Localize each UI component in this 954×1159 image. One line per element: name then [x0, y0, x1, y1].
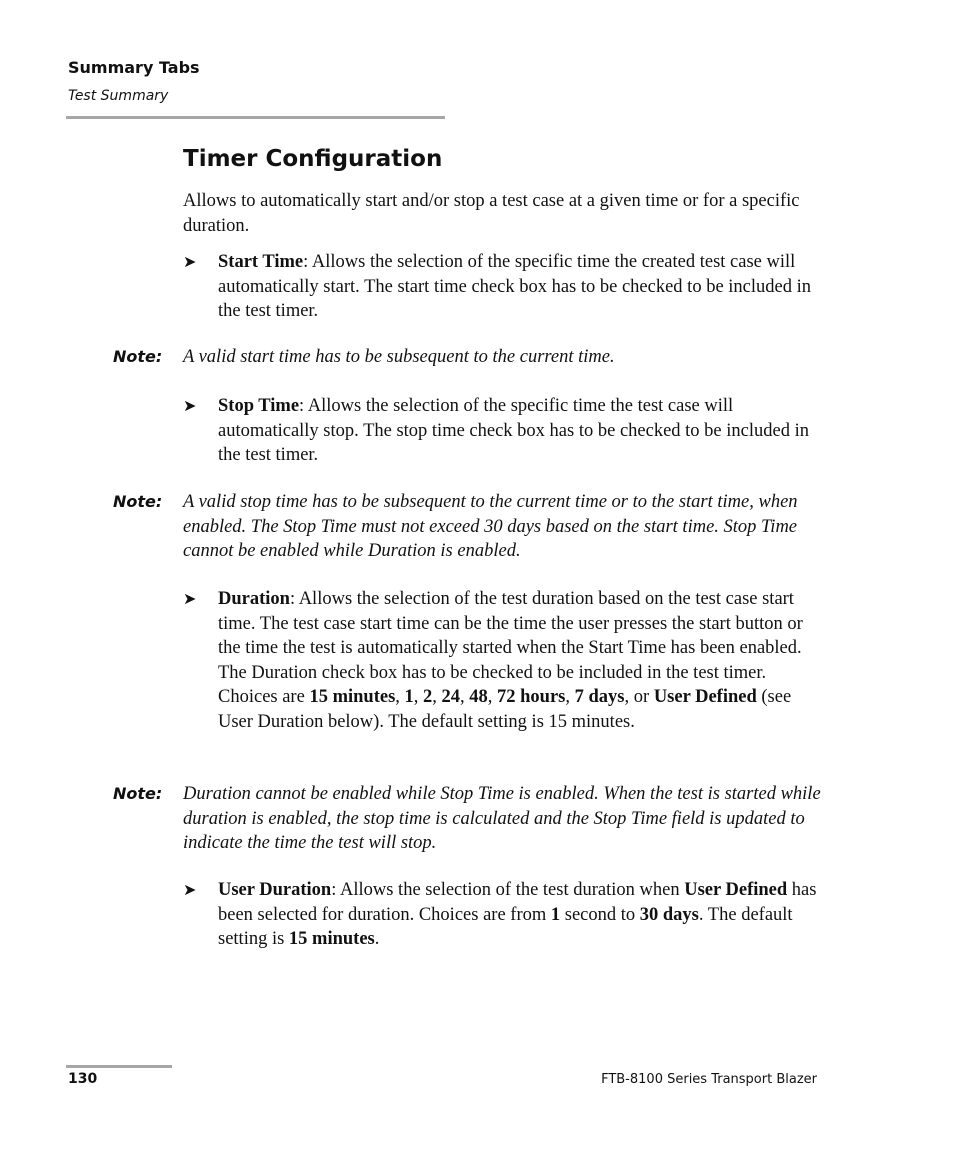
note-label: Note:	[113, 784, 163, 803]
choice: 48	[469, 687, 488, 707]
bullet-stop-time	[183, 394, 833, 468]
separator: ,	[460, 687, 470, 707]
desc-user-duration: . The default setting is	[218, 904, 793, 949]
separator: ,	[487, 687, 498, 707]
running-header-subtitle: Test Summary	[68, 88, 169, 104]
footer-rule	[66, 1065, 172, 1068]
choice: 24	[441, 687, 461, 707]
note-text: Duration cannot be enabled while Stop Time is enabled. When the test is started while duration is enabled, the stop time is calculated and the Stop Time field is updated to indicate the time the test will stop.	[183, 784, 821, 853]
choice: 7 days	[574, 687, 625, 707]
note-label: Note:	[113, 492, 163, 511]
separator: ,	[413, 687, 424, 707]
term-stop-time: Stop Time	[218, 396, 300, 416]
header-rule	[66, 116, 445, 119]
intro-paragraph: Allows to automatically start and/or stop a test case at a given time or for a specific duration.	[183, 191, 800, 236]
emph: 30 days	[639, 904, 699, 925]
arrowhead-bullet-icon: ➤	[183, 880, 197, 899]
desc-duration-tail: (see User Duration below). The default setting is 15 minutes.	[218, 687, 792, 732]
arrowhead-bullet-icon: ➤	[183, 252, 197, 271]
choice: 1	[404, 687, 414, 707]
separator: , or	[624, 687, 654, 707]
desc-user-duration: : Allows the selection of the test duration when	[331, 880, 685, 900]
document-name: FTB-8100 Series Transport Blazer	[601, 1072, 817, 1087]
bullet-duration	[183, 587, 833, 734]
desc-user-duration: second to	[560, 904, 640, 925]
note-stop-time	[113, 490, 833, 564]
term-start-time: Start Time	[218, 252, 304, 272]
note-text: A valid start time has to be subsequent to the current time.	[183, 347, 615, 367]
separator: ,	[432, 687, 442, 707]
desc-stop-time: : Allows the selection of the specific time the test case will automatically stop. The stop time check box has to be checked to be included in the test timer.	[218, 396, 809, 465]
choice: 15 minutes	[309, 687, 396, 707]
choice: 72 hours	[497, 687, 566, 707]
desc-user-duration: has been selected for duration. Choices are from	[218, 880, 817, 925]
page-number: 130	[68, 1071, 98, 1087]
emph: 1	[550, 904, 561, 925]
arrowhead-bullet-icon: ➤	[183, 589, 197, 608]
choice: User Defined	[653, 687, 757, 707]
note-text: A valid stop time has to be subsequent to the current time or to the start time, when enabled. The Stop Time must not exceed 30 days based on the start time. Stop Time cannot be enabled while Duration is enabled.	[183, 492, 798, 561]
emph: 15 minutes	[288, 929, 375, 949]
desc-duration: : Allows the selection of the test duration based on the test case start time. The test case start time can be the time the user presses the start button or the time the test is automatically started when the Start Time has been enabled. The Duration check box has to be checked to be included in the test timer. Choices are	[218, 589, 803, 707]
note-duration	[113, 782, 833, 856]
term-duration: Duration	[218, 589, 290, 609]
running-header-title: Summary Tabs	[68, 58, 200, 77]
bullet-user-duration	[183, 878, 833, 952]
note-label: Note:	[113, 347, 163, 366]
bullet-start-time	[183, 250, 833, 324]
term-user-duration: User Duration	[218, 880, 332, 900]
section-title: Timer Configuration	[183, 146, 443, 172]
arrowhead-bullet-icon: ➤	[183, 396, 197, 415]
desc-user-duration: .	[374, 929, 380, 949]
emph: User Defined	[684, 880, 788, 900]
desc-start-time: : Allows the selection of the specific time the created test case will automatically start. The start time check box has to be checked to be included in the test timer.	[218, 252, 812, 321]
separator: ,	[565, 687, 575, 707]
note-start-time	[113, 345, 833, 370]
choice: 2	[423, 687, 433, 707]
separator: ,	[395, 687, 405, 707]
